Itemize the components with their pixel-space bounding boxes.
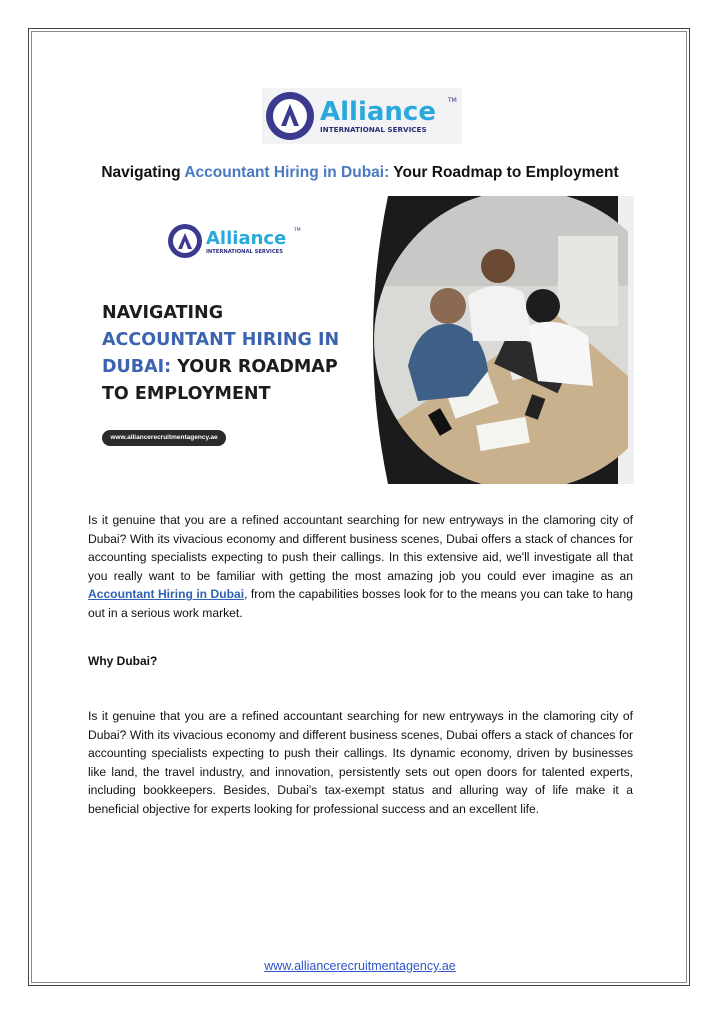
banner-line-3-highlight: DUBAI:: [102, 357, 172, 377]
alliance-logo: [262, 88, 462, 144]
banner-trademark: TM: [294, 228, 301, 233]
banner-brand-name: Alliance: [206, 228, 287, 249]
page-title: [0, 164, 720, 182]
section-heading: Why Dubai?: [88, 654, 158, 668]
intro-paragraph: [88, 511, 633, 623]
banner-line-3: [102, 354, 352, 381]
brand-subtitle: INTERNATIONAL SERVICES: [320, 125, 427, 134]
banner-line-1: NAVIGATING: [102, 303, 224, 323]
banner-url-pill: www.alliancerecruitmentagency.ae: [102, 430, 226, 446]
banner-headline: [102, 300, 352, 408]
banner-brand-subtitle: INTERNATIONAL SERVICES: [206, 249, 283, 255]
title-suffix: Your Roadmap to Employment: [389, 164, 619, 181]
section-paragraph: Is it genuine that you are a refined accountant searching for new entryways in the clamoring city of Dubai? With its vivacious economy and different business scenes, Dubai offers a stack of chances for accounting specialists expecting to push their callings. Its dynamic economy, driven by businesses like land, the travel industry, and innovation, persistently sets out open doors for talented experts, including bookkeepers. Besides, Dubai's tax-exempt status and alluring way of life make it a beneficial objective for experts looking for professional success and an excellent life.: [88, 709, 633, 816]
banner-line-4: TO EMPLOYMENT: [102, 384, 271, 404]
svg-text:Alliance: [320, 97, 436, 127]
intro-text-after: , from the capabilities bosses look for to the means you can take to hang out in a serious work market.: [88, 587, 633, 620]
footer-website-link[interactable]: www.alliancerecruitmentagency.ae: [264, 959, 456, 973]
intro-text-before: Is it genuine that you are a refined accountant searching for new entryways in the clamoring city of Dubai? With its vivacious economy and different business scenes, Dubai offers a stack of chances for accounting specialists expecting to push their callings. In this extensive aid, we'll investigate all that you really want to be familiar with getting the most amazing job you could ever imagine as an: [88, 513, 633, 583]
banner-logo: [166, 220, 306, 262]
accountant-hiring-link[interactable]: Accountant Hiring in Dubai: [88, 587, 245, 602]
hero-banner: [88, 196, 634, 484]
title-prefix: Navigating: [101, 164, 185, 181]
title-highlight: Accountant Hiring in Dubai:: [184, 164, 390, 181]
brand-a-letter: Alliance: [320, 97, 436, 127]
trademark: TM: [448, 97, 457, 104]
banner-line-2: ACCOUNTANT HIRING IN: [102, 330, 340, 350]
banner-line-3-rest: YOUR ROADMAP: [171, 357, 338, 377]
